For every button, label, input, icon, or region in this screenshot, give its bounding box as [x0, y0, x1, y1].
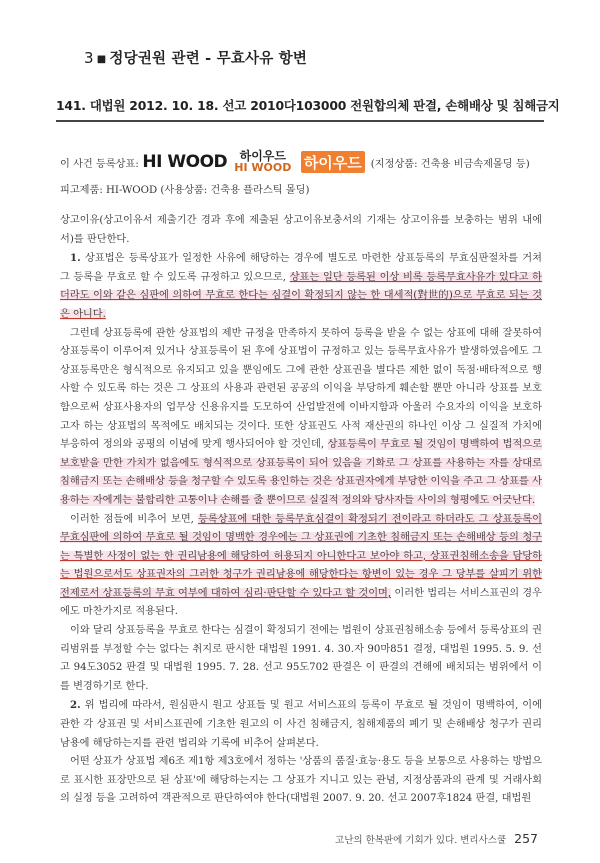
section-title-text: 정당권원 관련 - 무효사유 항변	[109, 51, 308, 67]
paragraph-1-number: 1.	[70, 252, 81, 265]
paragraph-3: 이러한 점들에 비추어 보면, 등록상표에 대한 등록무효심결이 확정되기 전이라고 하더라도 그 상표등록이 무효심판에 의하여 무효로 될 것임이 명백한 경우에는 그 상표권에 기초한 침해금지 또는 손해배상 등의 청구는 특별한 사정이 없는 한 권리남용에 해당하여 허용되지 아니한다고 보아야 하고, 상표권침해소송을 담당하는 법원으로서도 상표권자의 그러한 청구가 권리남용에 해당한다는 항변이 있는 경우 그 당부를 살피기 위한 전제로서 상표등록의 무효 여부에 대하여 심리·판단할 수 있다고 할 것이며, 이러한 법리는 서비스표권의 경우에도 마찬가지로 적용된다.	[60, 513, 542, 618]
paragraph-intro: 상고이유(상고이유서 제출기간 경과 후에 제출된 상고이유보충서의 기재는 상고이유를 보충하는 범위 내에서)를 판단한다.	[60, 215, 542, 245]
paragraph-6: 어떤 상표가 상표법 제6조 제1항 제3호에서 정하는 '상품의 품질·효능·용도 등을 보통으로 사용하는 방법으로 표시한 표장만으로 된 상표'에 해당하는지는 그 상표가 지니고 있는 관념, 지정상품과의 관계 및 거래사회의 실정 등을 고려하여 객관적으로 판단하여야 한다(대법원 2007. 9. 20. 선고 2007후1824 판결, 대법원	[60, 756, 542, 805]
hiwood-logo-korean: 하이우드	[301, 151, 365, 173]
section-number: 3	[84, 49, 94, 67]
paragraph-5: 2. 위 법리에 따라서, 원심판시 원고 상표들 및 원고 서비스표의 등록이 무효로 될 것임이 명백하여, 이에 관한 각 상표권 및 서비스표권에 기초한 원고의 이 사건 침해금지, 침해제품의 폐기 및 손해배상 청구가 권리남용에 해당하는지를 관련 법리와 기록에 비추어 살펴본다.	[60, 699, 542, 749]
paragraph-2: 그런데 상표등록에 관한 상표법의 제반 규정을 만족하지 못하여 등록을 받을 수 없는 상표에 대해 잘못하여 상표등록이 이루어져 있거나 상표등록이 된 후에 상표법이 규정하고 있는 등록무효사유가 발생하였음에도 그 상표등록만은 형식적으로 유지되고 있을 뿐임에도 그에 관한 상표권을 별다른 제한 없이 독점·배타적으로 행사할 수 있도록 하는 것은 그 상표의 사용과 관련된 공공의 이익을 부당하게 훼손할 뿐만 아니라 상표를 보호함으로써 상표사용자의 업무상 신용유지를 도모하여 산업발전에 이바지함과 아울러 수요자의 이익을 보호하고자 하는 상표법의 목적에도 배치되는 것이다. 또한 상표권도 사적 재산권의 하나인 이상 그 실질적 가치에 부응하여 정의와 공평의 이념에 맞게 행사되어야 할 것인데, 상표등록이 무효로 될 것임이 명백하여 법적으로 보호받을 만한 가치가 없음에도 형식적으로 상표등록이 되어 있음을 기화로 그 상표를 사용하는 자를 상대로 침해금지 또는 손해배상 등을 청구할 수 있도록 용인하는 것은 상표권자에게 부당한 이익을 주고 그 상표를 사용하는 자에게는 불합리한 고통이나 손해를 줄 뿐이므로 실질적 정의와 당사자들 사이의 형평에도 어긋난다.	[60, 327, 542, 506]
hiwood-logo-combined	[231, 150, 295, 174]
paragraph-4: 이와 달리 상표등록을 무효로 한다는 심결이 확정되기 전에는 법원이 상표권침해소송 등에서 등록상표의 권리범위를 부정할 수는 없다는 취지로 판시한 대법원 1991. 4. 30.자 90마851 결정, 대법원 1995. 5. 9. 선고 94도3052 판결 및 대법원 1995. 7. 28. 선고 95도702 판결은 이 판결의 견해에 배치되는 범위에서 이를 변경하기로 한다.	[60, 625, 542, 692]
section-heading	[84, 47, 307, 68]
highlight-2: 상표등록이 무효로 될 것임이 명백하여 법적으로 보호받을 만한 가치가 없음에도 형식적으로 상표등록이 되어 있음을 기화로 그 상표를 사용하는 자를 상대로 침해금지 또는 손해배상 등을 청구할 수 있도록 용인하는 것은 상표권자에게 부당한 이익을 주고 그 상표를 사용하는 자에게는 불합리한 고통이나 손해를 줄 뿐이므로 실질적 정의와 당사자들 사이의 형평에도 어긋난다.	[60, 439, 542, 506]
body-text	[60, 212, 542, 809]
title-divider	[56, 120, 544, 122]
registered-marks-line	[60, 149, 530, 175]
logo2-english-text: HI WOOD	[234, 161, 292, 174]
highlight-1: 상표는 일단 등록된 이상 비록 등록무효사유가 있다고 하더라도 이와 같은 심판에 의하여 무효로 한다는 심결이 확정되지 않는 한 대세적(對世的)으로 무효로 되는 것은 아니다.	[60, 271, 543, 320]
page-footer	[335, 831, 538, 846]
hiwood-logo-english: HI WOOD	[142, 152, 228, 172]
page-number: 257	[514, 831, 538, 846]
defendant-product: 피고제품: HI-WOOD (사용상품: 건축용 플라스틱 몰딩)	[60, 185, 310, 196]
logo2-korean-text: 하이우드	[239, 149, 286, 163]
paragraph-1: 1. 상표법은 등록상표가 일정한 사유에 해당하는 경우에 별도로 마련한 상표등록의 무효심판절차를 거쳐 그 등록을 무효로 할 수 있도록 규정하고 있으므로, 상표는 일단 등록된 이상 비록 등록무효사유가 있다고 하더라도 이와 같은 심판에 의하여 무효로 한다는 심결이 확정되지 않는 한 대세적(對世的)으로 무효로 되는 것은 아니다.	[60, 252, 543, 320]
designated-goods: (지정상품: 건축용 비금속제몰딩 등)	[370, 158, 530, 170]
section-bullet: ■	[96, 54, 107, 65]
registered-marks-label: 이 사건 등록상표:	[60, 158, 139, 170]
paragraph-5-number: 2.	[70, 699, 81, 712]
footer-text: 고난의 한복판에 기회가 있다. 변리사스쿨	[335, 835, 507, 846]
case-title: 141. 대법원 2012. 10. 18. 선고 2010다103000 전원합의체 판결, 손해배상 및 침해금지	[56, 98, 560, 113]
highlight-3: 등록상표에 대한 등록무효심결이 확정되기 전이라고 하더라도 그 상표등록이 무효심판에 의하여 무효로 될 것임이 명백한 경우에는 그 상표권에 기초한 침해금지 또는 손해배상 등의 청구는 특별한 사정이 없는 한 권리남용에 해당하여 허용되지 아니한다고 보아야 하고, 상표권침해소송을 담당하는 법원으로서도 상표권자의 그러한 청구가 권리남용에 해당한다는 항변이 있는 경우 그 당부를 살피기 위한 전제로서 상표등록의 무효 여부에 대하여 심리·판단할 수 있다고 할 것이며,	[60, 513, 542, 599]
